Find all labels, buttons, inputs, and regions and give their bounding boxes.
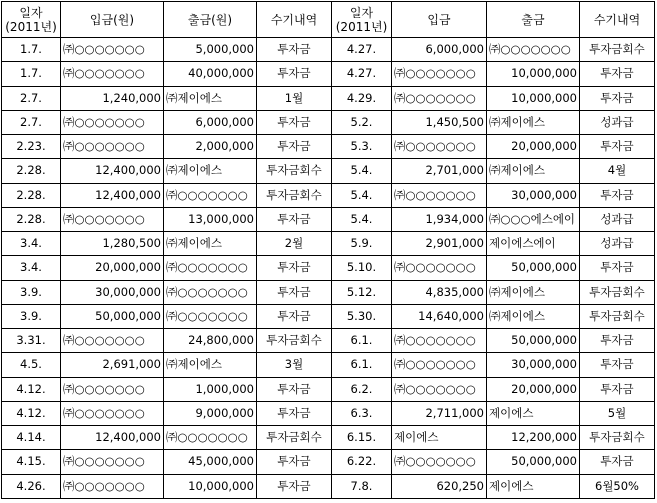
date-left-cell: 2.23. (2, 135, 61, 159)
deposit-right-cell: ㈜○○○○○○○ (392, 256, 487, 280)
date-right-cell: 4.27. (332, 62, 392, 86)
deposit-right-cell: 2,711,000 (392, 401, 487, 425)
date-left-cell: 3.4. (2, 256, 61, 280)
deposit-right-cell: 2,701,000 (392, 159, 487, 183)
date-left-cell: 4.15. (2, 450, 61, 474)
deposit-left-cell: ㈜○○○○○○○ (61, 207, 164, 231)
deposit-right-cell: ㈜○○○○○○○ (392, 377, 487, 401)
date-right-cell: 5.10. (332, 256, 392, 280)
note-left-cell: 투자금 (257, 401, 332, 425)
note-left-cell: 투자금회수 (257, 159, 332, 183)
deposit-left-cell: ㈜○○○○○○○ (61, 329, 164, 353)
withdraw-left-cell: ㈜○○○○○○○ (164, 280, 257, 304)
table-row (2, 110, 655, 134)
note-left-cell: 투자금회수 (257, 426, 332, 450)
deposit-left-cell: 30,000,000 (61, 280, 164, 304)
table-row (2, 86, 655, 110)
date-left-cell: 2.7. (2, 86, 61, 110)
note-right-cell: 투자금 (580, 183, 655, 207)
date-left-cell: 4.12. (2, 401, 61, 425)
note-right-cell: 성과급 (580, 207, 655, 231)
withdraw-right-cell: 제이에스 (487, 474, 580, 499)
header-note-left: 수기내역 (257, 2, 332, 38)
deposit-right-cell: ㈜○○○○○○○ (392, 135, 487, 159)
header-deposit-left: 입금(원) (61, 2, 164, 38)
deposit-right-cell: ㈜○○○○○○○ (392, 353, 487, 377)
withdraw-right-cell: 10,000,000 (487, 62, 580, 86)
note-left-cell: 3월 (257, 353, 332, 377)
deposit-left-cell: ㈜○○○○○○○ (61, 450, 164, 474)
withdraw-left-cell: ㈜제이에스 (164, 86, 257, 110)
note-right-cell: 성과급 (580, 232, 655, 256)
withdraw-left-cell: ㈜제이에스 (164, 232, 257, 256)
note-right-cell: 4월 (580, 159, 655, 183)
date-right-cell: 5.4. (332, 183, 392, 207)
deposit-right-cell: 1,450,500 (392, 110, 487, 134)
note-left-cell: 투자금 (257, 207, 332, 231)
date-right-cell: 6.15. (332, 426, 392, 450)
date-right-cell: 6.22. (332, 450, 392, 474)
table-row (2, 329, 655, 353)
date-left-cell: 2.28. (2, 207, 61, 231)
withdraw-left-cell: ㈜제이에스 (164, 353, 257, 377)
withdraw-right-cell: 20,000,000 (487, 377, 580, 401)
deposit-right-cell: 4,835,000 (392, 280, 487, 304)
note-left-cell: 투자금 (257, 280, 332, 304)
deposit-right-cell: ㈜○○○○○○○ (392, 62, 487, 86)
withdraw-right-cell: 10,000,000 (487, 86, 580, 110)
date-left-cell: 3.9. (2, 304, 61, 328)
table-row (2, 304, 655, 328)
withdraw-right-cell: ㈜○○○○○○○ (487, 38, 580, 62)
note-right-cell: 투자금회수 (580, 426, 655, 450)
header-date-right: 일자 (2011년) (332, 2, 392, 38)
ledger-body (2, 38, 655, 499)
date-left-cell: 1.7. (2, 38, 61, 62)
deposit-left-cell: 1,240,000 (61, 86, 164, 110)
deposit-right-cell: 6,000,000 (392, 38, 487, 62)
note-right-cell: 투자금회수 (580, 38, 655, 62)
note-right-cell: 투자금 (580, 329, 655, 353)
withdraw-left-cell: ㈜○○○○○○○ (164, 426, 257, 450)
withdraw-left-cell: 5,000,000 (164, 38, 257, 62)
deposit-right-cell: 제이에스 (392, 426, 487, 450)
withdraw-left-cell: ㈜○○○○○○○ (164, 183, 257, 207)
date-right-cell: 4.27. (332, 38, 392, 62)
date-right-cell: 5.30. (332, 304, 392, 328)
date-right-cell: 5.9. (332, 232, 392, 256)
date-left-cell: 4.5. (2, 353, 61, 377)
table-row (2, 256, 655, 280)
deposit-left-cell: ㈜○○○○○○○ (61, 62, 164, 86)
withdraw-right-cell: 50,000,000 (487, 329, 580, 353)
note-right-cell: 투자금 (580, 450, 655, 474)
deposit-left-cell: ㈜○○○○○○○ (61, 135, 164, 159)
table-row (2, 207, 655, 231)
header-date-left: 일자 (2011년) (2, 2, 61, 38)
withdraw-right-cell: 30,000,000 (487, 183, 580, 207)
withdraw-left-cell: ㈜○○○○○○○ (164, 304, 257, 328)
date-right-cell: 5.3. (332, 135, 392, 159)
note-left-cell: 투자금회수 (257, 183, 332, 207)
table-row (2, 377, 655, 401)
withdraw-left-cell: 10,000,000 (164, 474, 257, 499)
table-row (2, 280, 655, 304)
date-right-cell: 6.3. (332, 401, 392, 425)
withdraw-left-cell: 40,000,000 (164, 62, 257, 86)
withdraw-left-cell: 1,000,000 (164, 377, 257, 401)
deposit-right-cell: ㈜○○○○○○○ (392, 450, 487, 474)
date-right-cell: 6.2. (332, 377, 392, 401)
deposit-left-cell: 50,000,000 (61, 304, 164, 328)
date-right-cell: 5.4. (332, 207, 392, 231)
note-left-cell: 투자금 (257, 135, 332, 159)
deposit-left-cell: 1,280,500 (61, 232, 164, 256)
table-row (2, 62, 655, 86)
withdraw-right-cell: ㈜제이에스 (487, 110, 580, 134)
deposit-left-cell: ㈜○○○○○○○ (61, 377, 164, 401)
note-left-cell: 투자금 (257, 450, 332, 474)
withdraw-right-cell: ㈜○○○에스에이 (487, 207, 580, 231)
date-left-cell: 2.28. (2, 159, 61, 183)
withdraw-right-cell: 12,200,000 (487, 426, 580, 450)
deposit-right-cell: ㈜○○○○○○○ (392, 183, 487, 207)
table-row (2, 401, 655, 425)
withdraw-right-cell: ㈜제이에스 (487, 304, 580, 328)
table-row (2, 426, 655, 450)
deposit-right-cell: 14,640,000 (392, 304, 487, 328)
withdraw-left-cell: 45,000,000 (164, 450, 257, 474)
note-left-cell: 투자금회수 (257, 329, 332, 353)
note-right-cell: 투자금 (580, 377, 655, 401)
table-row (2, 135, 655, 159)
deposit-right-cell: ㈜○○○○○○○ (392, 329, 487, 353)
date-left-cell: 4.14. (2, 426, 61, 450)
withdraw-right-cell: 50,000,000 (487, 450, 580, 474)
date-right-cell: 5.4. (332, 159, 392, 183)
withdraw-right-cell: ㈜제이에스 (487, 159, 580, 183)
note-left-cell: 투자금 (257, 474, 332, 499)
deposit-left-cell: ㈜○○○○○○○ (61, 110, 164, 134)
date-left-cell: 1.7. (2, 62, 61, 86)
note-left-cell: 투자금 (257, 304, 332, 328)
withdraw-right-cell: 20,000,000 (487, 135, 580, 159)
withdraw-right-cell: 30,000,000 (487, 353, 580, 377)
note-left-cell: 투자금 (257, 62, 332, 86)
note-left-cell: 투자금 (257, 38, 332, 62)
note-right-cell: 투자금 (580, 62, 655, 86)
table-row (2, 353, 655, 377)
note-right-cell: 성과급 (580, 110, 655, 134)
withdraw-right-cell: 제이에스에이 (487, 232, 580, 256)
table-row (2, 450, 655, 474)
date-right-cell: 5.2. (332, 110, 392, 134)
table-row (2, 474, 655, 499)
date-right-cell: 6.1. (332, 353, 392, 377)
note-right-cell: 투자금회수 (580, 280, 655, 304)
withdraw-right-cell: 제이에스 (487, 401, 580, 425)
header-note-right: 수기내역 (580, 2, 655, 38)
note-left-cell: 투자금 (257, 110, 332, 134)
note-right-cell: 투자금 (580, 256, 655, 280)
note-left-cell: 1월 (257, 86, 332, 110)
date-right-cell: 4.29. (332, 86, 392, 110)
date-right-cell: 6.1. (332, 329, 392, 353)
deposit-right-cell: 620,250 (392, 474, 487, 499)
table-row (2, 159, 655, 183)
date-left-cell: 3.4. (2, 232, 61, 256)
note-left-cell: 2월 (257, 232, 332, 256)
withdraw-left-cell: 9,000,000 (164, 401, 257, 425)
deposit-left-cell: 12,400,000 (61, 159, 164, 183)
date-left-cell: 3.31. (2, 329, 61, 353)
date-right-cell: 5.12. (332, 280, 392, 304)
withdraw-left-cell: 13,000,000 (164, 207, 257, 231)
transaction-ledger-table (1, 1, 655, 499)
note-right-cell: 투자금 (580, 353, 655, 377)
header-deposit-right: 입금 (392, 2, 487, 38)
date-left-cell: 3.9. (2, 280, 61, 304)
withdraw-left-cell: ㈜○○○○○○○ (164, 256, 257, 280)
deposit-right-cell: 1,934,000 (392, 207, 487, 231)
date-left-cell: 4.26. (2, 474, 61, 499)
header-withdraw-left: 출금(원) (164, 2, 257, 38)
note-left-cell: 투자금 (257, 377, 332, 401)
header-withdraw-right: 출금 (487, 2, 580, 38)
deposit-left-cell: ㈜○○○○○○○ (61, 474, 164, 499)
table-row (2, 38, 655, 62)
withdraw-right-cell: 50,000,000 (487, 256, 580, 280)
header-row (2, 2, 655, 38)
deposit-left-cell: ㈜○○○○○○○ (61, 38, 164, 62)
date-left-cell: 4.12. (2, 377, 61, 401)
note-right-cell: 투자금 (580, 86, 655, 110)
note-right-cell: 투자금회수 (580, 304, 655, 328)
withdraw-left-cell: 2,000,000 (164, 135, 257, 159)
table-row (2, 232, 655, 256)
table-row (2, 183, 655, 207)
date-left-cell: 2.7. (2, 110, 61, 134)
deposit-left-cell: 2,691,000 (61, 353, 164, 377)
note-right-cell: 투자금 (580, 135, 655, 159)
deposit-right-cell: ㈜○○○○○○○ (392, 86, 487, 110)
withdraw-left-cell: 24,800,000 (164, 329, 257, 353)
note-left-cell: 투자금 (257, 256, 332, 280)
withdraw-left-cell: ㈜제이에스 (164, 159, 257, 183)
deposit-left-cell: 12,400,000 (61, 426, 164, 450)
deposit-left-cell: ㈜○○○○○○○ (61, 401, 164, 425)
deposit-left-cell: 20,000,000 (61, 256, 164, 280)
deposit-right-cell: 2,901,000 (392, 232, 487, 256)
withdraw-right-cell: ㈜제이에스 (487, 280, 580, 304)
deposit-left-cell: 12,400,000 (61, 183, 164, 207)
note-right-cell: 6월50% (580, 474, 655, 499)
date-left-cell: 2.28. (2, 183, 61, 207)
note-right-cell: 5월 (580, 401, 655, 425)
withdraw-left-cell: 6,000,000 (164, 110, 257, 134)
date-right-cell: 7.8. (332, 474, 392, 499)
